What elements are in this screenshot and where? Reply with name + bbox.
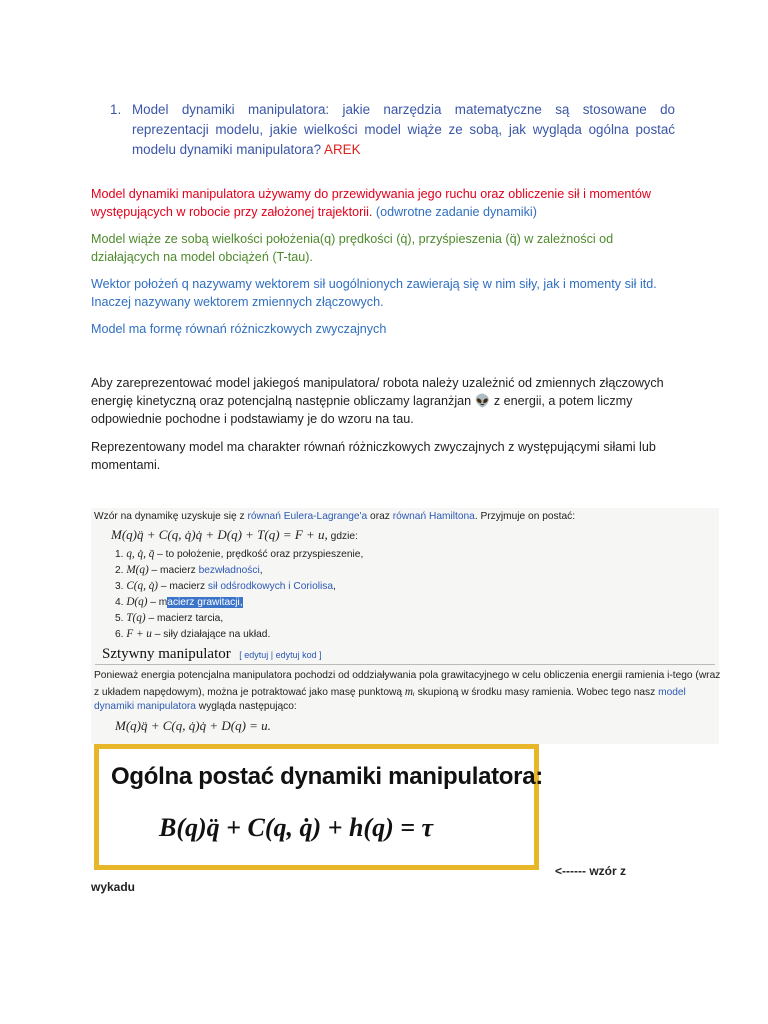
answer-paragraph-5: Aby zareprezentować model jakiegoś manipulatora/ robota należy uzależnić od zmiennych złączowych energię kinetyczną oraz potencjalną następnie obliczamy lagranżjan 👽 z energii, a potem liczmy odpowiednie pochodne i podstawiamy je do wzoru na tau. bbox=[91, 376, 664, 426]
wiki-item-6: 6. F + u – siły działające na układ. bbox=[115, 628, 271, 640]
wiki-item-2: 2. M(q) – macierz bezwładności, bbox=[115, 564, 263, 576]
edit-links[interactable]: [ edytuj | edytuj kod ] bbox=[239, 650, 322, 660]
note-arrow: <------ wzór z bbox=[555, 864, 626, 878]
lecture-formula: B(q)q̈ + C(q, q̇) + h(q) = τ bbox=[159, 813, 434, 842]
link-dynamiki-manipulatora[interactable]: dynamiki manipulatora bbox=[94, 701, 196, 712]
wiki-screenshot bbox=[91, 508, 719, 744]
wiki-rigid-formula: M(q)q̈ + C(q, q̇)q̇ + D(q) = u. bbox=[115, 718, 271, 733]
lecture-title: Ogólna postać dynamiki manipulatora: bbox=[111, 763, 543, 790]
author-tag: AREK bbox=[324, 142, 361, 157]
answer-blue-note: (odwrotne zadanie dynamiki) bbox=[375, 205, 537, 219]
lecture-formula-box bbox=[94, 744, 543, 870]
link-euler-lagrange[interactable]: równań Eulera-Lagrange'a bbox=[247, 511, 368, 522]
wiki-para-line-2: z układem napędowym), można je potraktować jako masę punktową mᵢ skupioną w środku masy ramienia. Wobec tego nasz model bbox=[94, 686, 686, 698]
question-block bbox=[110, 100, 675, 160]
link-bezwladnosci[interactable]: bezwładności bbox=[198, 565, 260, 576]
answer-paragraph-3: Wektor położeń q nazywamy wektorem sił uogólnionych zawierają się w nim siły, jak i momenty sił itd. Inaczej nazywany wektorem zmiennych złączowych. bbox=[91, 277, 657, 309]
wiki-intro: Wzór na dynamikę uzyskuje się z równań Eulera-Lagrange'a oraz równań Hamiltona. Przyjmuje on postać: bbox=[94, 511, 576, 522]
note-line-2: wykadu bbox=[91, 880, 136, 894]
wiki-item-3: 3. C(q, q̇) – macierz sił odśrodkowych i Coriolisa, bbox=[115, 580, 336, 592]
answer-paragraph-2: Model wiąże ze sobą wielkości położenia(q) prędkości (q̇), przyśpieszenia (q̈) w zależności od działających na model obciążeń (T-tau). bbox=[91, 232, 614, 264]
wiki-item-1: 1. q, q̇, q̈ – to położenie, prędkość oraz przyspieszenie, bbox=[115, 548, 364, 560]
section-heading: Sztywny manipulator [ edytuj | edytuj kod ] bbox=[102, 646, 322, 662]
wiki-main-formula: M(q)q̈ + C(q, q̇)q̇ + D(q) + T(q) = F + u, gdzie: bbox=[111, 527, 358, 542]
answer-paragraph-1 bbox=[91, 185, 681, 221]
wiki-para-line-1: Ponieważ energia potencjalna manipulatora pochodzi od oddziaływania pola grawitacyjnego w celu obliczenia energii ramienia i-tego (wraz bbox=[94, 670, 721, 681]
answer-red-text: Model dynamiki manipulatora używamy do przewidywania jego ruchu oraz obliczenie sił i momentów występujących w robocie przy założonej trajektorii. bbox=[91, 187, 651, 219]
link-model[interactable]: model bbox=[658, 687, 686, 698]
answer-paragraph-6: Reprezentowany model ma charakter równań różniczkowych zwyczajnych z występującymi siłami lub momentami. bbox=[91, 440, 656, 472]
question-number: 1. bbox=[110, 102, 122, 117]
answer-paragraph-4: Model ma formę równań różniczkowych zwyczajnych bbox=[91, 322, 387, 336]
link-coriolis[interactable]: sił odśrodkowych i Coriolisa bbox=[207, 581, 334, 592]
heading-divider bbox=[95, 664, 715, 665]
selected-text: acierz grawitacji, bbox=[167, 597, 243, 608]
wiki-item-4: 4. D(q) – macierz grawitacji, bbox=[115, 596, 243, 608]
wiki-para-line-3: dynamiki manipulatora wygląda następująco: bbox=[94, 701, 297, 712]
link-hamilton[interactable]: równań Hamiltona bbox=[392, 511, 475, 522]
wiki-item-5: 5. T(q) – macierz tarcia, bbox=[115, 612, 224, 624]
question-text: Model dynamiki manipulatora: jakie narzędzia matematyczne są stosowane do reprezentacji modelu, jakie wielkości model wiąże ze sobą, jak wygląda ogólna postać modelu dynamiki manipulatora? bbox=[132, 102, 675, 157]
